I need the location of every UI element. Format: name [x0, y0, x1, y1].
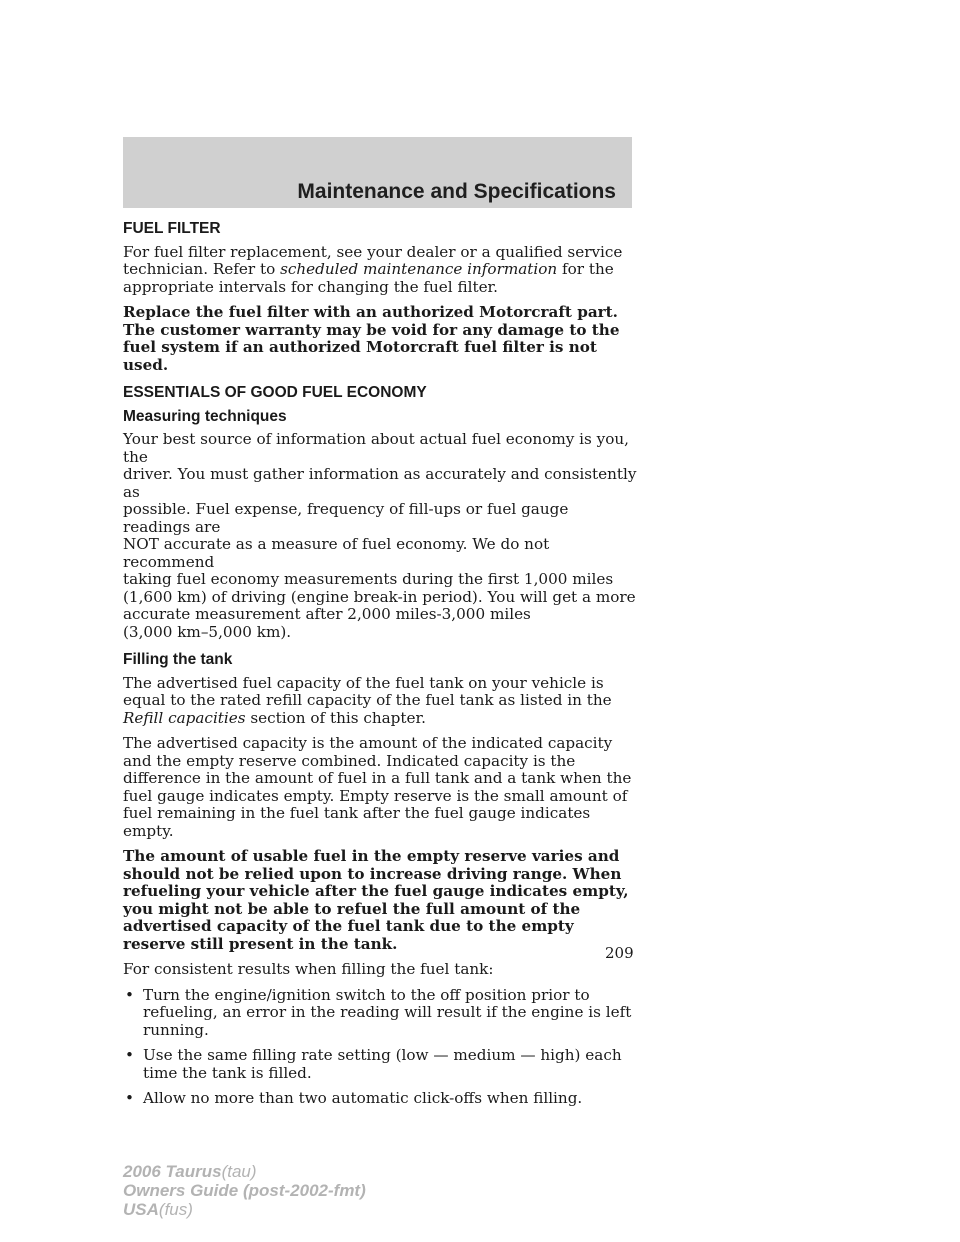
fuel-filter-text-end: for the appropriate intervals for changing the fuel filter. [123, 260, 614, 296]
list-item-text: Turn the engine/ignition switch to the off position prior to refueling, an error in the reading will result if the engine is left running. [143, 985, 632, 1039]
measuring-techniques-heading: Measuring techniques [123, 407, 287, 425]
filling-paragraph-2: The advertised capacity is the amount of the indicated capacity and the empty reserve combined. Indicated capacity is the difference in the amount of fuel in a full tank and a tank when the fuel gauge indicates empty. Empty reserve is the small amount of fuel remaining in the fuel tank after the fuel gauge indicates empty. [123, 734, 632, 840]
footer-model: 2006 Taurus [123, 1162, 222, 1181]
fuel-filter-text: For fuel filter replacement, see your dealer or a qualified service technician. Refer to [123, 242, 623, 278]
bullet-icon: • [125, 1089, 134, 1107]
filling-tips-list [123, 987, 638, 1108]
bullet-icon: • [125, 985, 134, 1004]
section-header [123, 137, 632, 208]
list-item-text: Allow no more than two automatic click-offs when filling. [143, 1089, 583, 1107]
measuring-line: taking fuel economy measurements during the first 1,000 miles [123, 570, 614, 588]
measuring-paragraph [123, 431, 638, 641]
measuring-line: (1,600 km) of driving (engine break-in period). You will get a more [123, 587, 636, 606]
consistent-results-intro: For consistent results when filling the fuel tank: [123, 960, 494, 978]
filling-text-end: section of this chapter. [250, 708, 426, 727]
measuring-line: possible. Fuel expense, frequency of fill-ups or fuel gauge readings are [123, 500, 569, 536]
fuel-filter-heading: FUEL FILTER [123, 220, 221, 237]
list-item [123, 1047, 638, 1082]
measuring-line: (3,000 km–5,000 km). [123, 622, 292, 641]
list-item [123, 987, 638, 1040]
fuel-economy-heading: ESSENTIALS OF GOOD FUEL ECONOMY [123, 384, 427, 401]
footer-market: USA [123, 1200, 159, 1219]
section-title: Maintenance and Specifications [297, 180, 616, 203]
footer-model-code: (tau) [221, 1162, 257, 1181]
scheduled-maintenance-reference: scheduled maintenance information [280, 260, 558, 278]
filling-text: The advertised fuel capacity of the fuel tank on your vehicle is equal to the rated refill capacity of the fuel tank as listed in the [123, 673, 612, 709]
measuring-line: driver. You must gather information as accurately and consistently as [123, 465, 637, 501]
filling-paragraph-1 [123, 675, 638, 728]
footer-market-code: (fus) [158, 1200, 193, 1219]
refill-capacities-reference: Refill capacities [123, 708, 246, 727]
empty-reserve-warning: The amount of usable fuel in the empty reserve varies and should not be relied upon to increase driving range. When refueling your vehicle after the fuel gauge indicates empty, you might not be able to refuel the full amount of the advertised capacity of the fuel tank due to the empty reserve still present in the tank. [123, 847, 629, 953]
list-item [123, 1090, 638, 1108]
bullet-icon: • [125, 1046, 134, 1064]
page-number: 209 [605, 944, 634, 962]
list-item-text: Use the same filling rate setting (low — medium — high) each time the tank is filled. [143, 1046, 622, 1082]
footer-guide: Owners Guide (post-2002-fmt) [123, 1181, 366, 1200]
document-footer [123, 1162, 366, 1219]
measuring-line: accurate measurement after 2,000 miles-3,000 miles [123, 605, 531, 623]
fuel-filter-paragraph [123, 244, 638, 297]
fuel-filter-warning: Replace the fuel filter with an authorized Motorcraft part. The customer warranty may be void for any damage to the fuel system if an authorized Motorcraft fuel filter is not used. [123, 303, 620, 374]
measuring-line: NOT accurate as a measure of fuel economy. We do not recommend [123, 535, 550, 571]
measuring-line: Your best source of information about actual fuel economy is you, the [123, 430, 629, 466]
filling-tank-heading: Filling the tank [123, 651, 233, 668]
page-content [123, 220, 638, 1116]
